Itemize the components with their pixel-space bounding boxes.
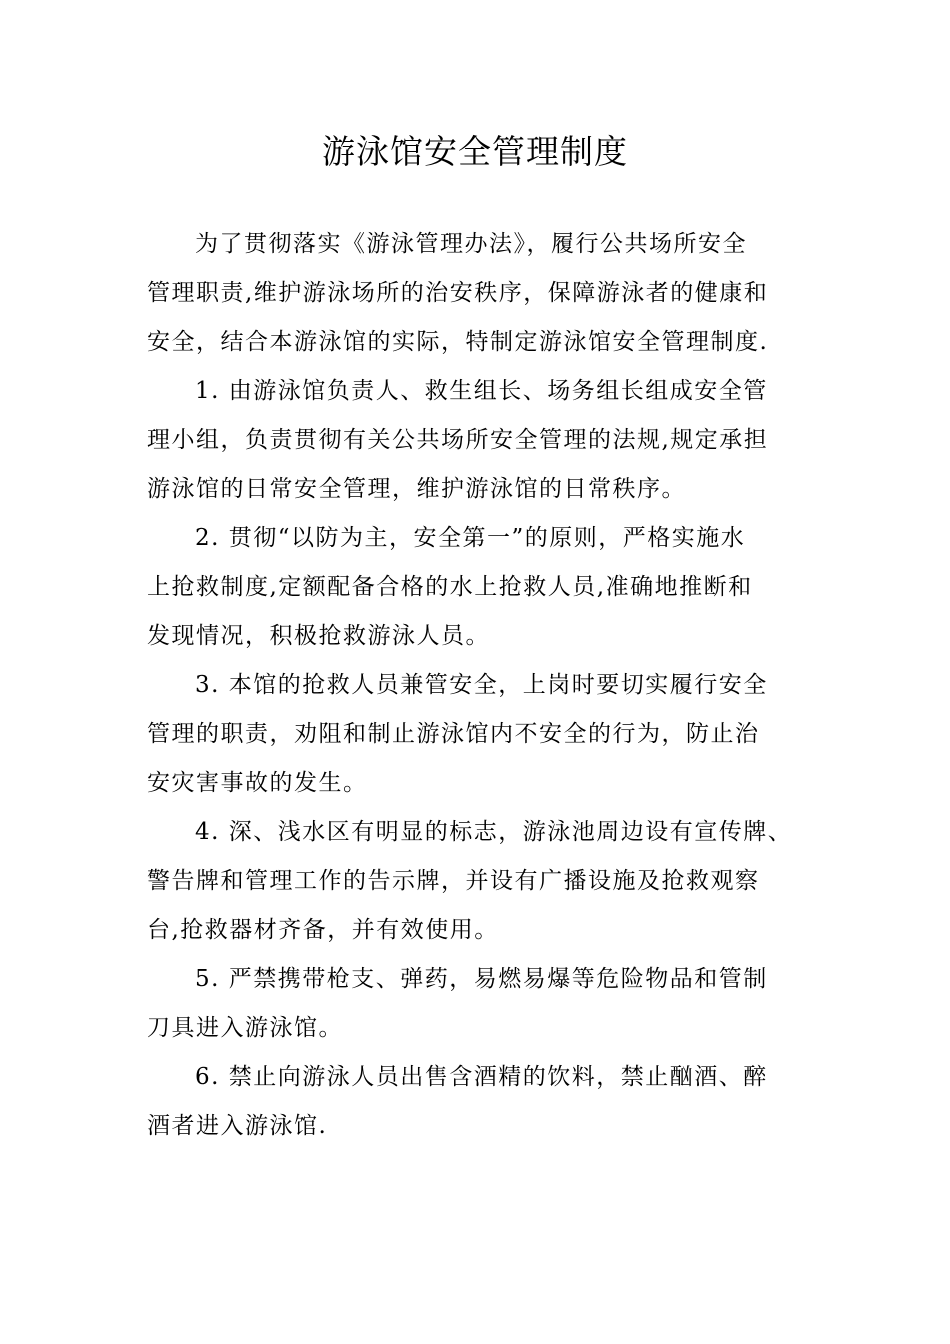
paragraph-line: 4. 深、浅水区有明显的标志，游泳池周边设有宣传牌、 [195, 819, 793, 845]
document-title: 游泳馆安全管理制度 [322, 132, 628, 171]
paragraph-line: 游泳馆的日常安全管理，维护游泳馆的日常秩序。 [147, 476, 686, 502]
paragraph-line: 上抢救制度,定额配备合格的水上抢救人员,准确地推断和 [147, 574, 753, 600]
rule-2-paragraph [147, 514, 827, 661]
paragraph-line: 安灾害事故的发生。 [147, 770, 368, 796]
intro-paragraph [147, 220, 827, 367]
paragraph-line: 酒者进入游泳馆. [147, 1113, 328, 1139]
paragraph-line: 发现情况，积极抢救游泳人员。 [147, 623, 490, 649]
document-body [147, 220, 827, 1151]
paragraph-line: 3. 本馆的抢救人员兼管安全，上岗时要切实履行安全 [195, 672, 768, 698]
paragraph-line: 6. 禁止向游泳人员出售含酒精的饮料，禁止酗酒、醉 [195, 1064, 768, 1090]
paragraph-line: 警告牌和管理工作的告示牌，并设有广播设施及抢救观察 [147, 868, 760, 894]
paragraph-line: 刀具进入游泳馆。 [147, 1015, 343, 1041]
paragraph-line: 管理职责,维护游泳场所的治安秩序，保障游泳者的健康和 [147, 280, 769, 306]
rule-5-paragraph [147, 955, 827, 1053]
rule-4-paragraph [147, 808, 827, 955]
paragraph-line: 安全，结合本游泳馆的实际，特制定游泳馆安全管理制度. [147, 329, 769, 355]
rule-6-paragraph [147, 1053, 827, 1151]
rule-1-paragraph [147, 367, 827, 514]
paragraph-line: 台,抢救器材齐备，并有效使用。 [147, 917, 499, 943]
paragraph-line: 理小组，负责贯彻有关公共场所安全管理的法规,规定承担 [147, 427, 769, 453]
paragraph-line: 管理的职责，劝阻和制止游泳馆内不安全的行为，防止治 [147, 721, 760, 747]
paragraph-line: 为了贯彻落实《游泳管理办法》，履行公共场所安全 [195, 231, 747, 257]
paragraph-line: 1. 由游泳馆负责人、救生组长、场务组长组成安全管 [195, 378, 768, 404]
paragraph-line: 2. 贯彻“以防为主，安全第一”的原则，严格实施水 [195, 525, 746, 551]
paragraph-line: 5. 严禁携带枪支、弹药，易燃易爆等危险物品和管制 [195, 966, 768, 992]
rule-3-paragraph [147, 661, 827, 808]
